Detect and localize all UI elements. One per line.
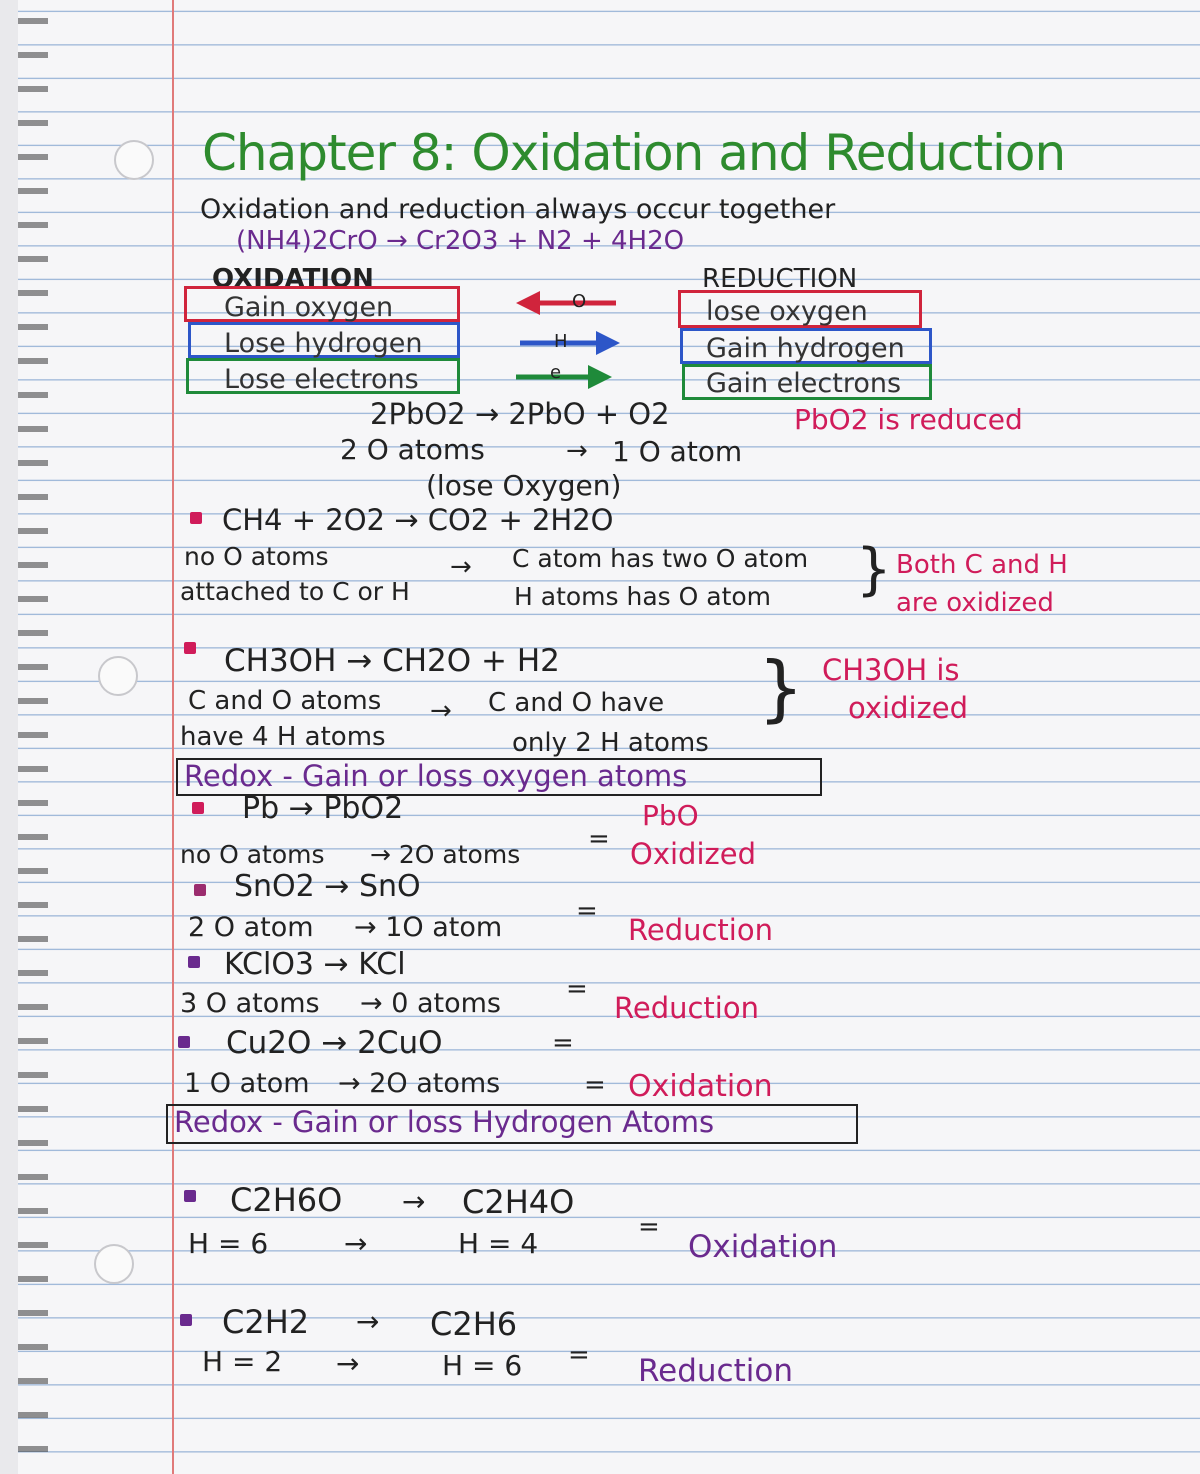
reduction-header: REDUCTION <box>702 264 858 294</box>
binder-hole <box>114 140 154 180</box>
oxygen-example-eq: Cu2O → 2CuO <box>226 1025 443 1061</box>
spiral-binding <box>18 0 48 1474</box>
bullet-icon <box>194 884 206 896</box>
intro-line: Oxidation and reduction always occur together <box>200 194 836 225</box>
bullet-icon <box>178 1036 190 1048</box>
redox-hydrogen-heading: Redox - Gain or loss Hydrogen Atoms <box>174 1105 715 1139</box>
oxygen-example-left: no O atoms <box>180 840 325 869</box>
oxygen-example-result: Reduction <box>628 913 773 947</box>
hydrogen-example-result: Oxidation <box>688 1229 838 1265</box>
oxygen-example-result: Reduction <box>614 991 759 1025</box>
pbo2-count-left: 2 O atoms <box>340 433 485 466</box>
equals-sign: = <box>568 1340 590 1370</box>
oxidation-header: OXIDATION <box>212 264 374 294</box>
oxygen-example-left: 2 O atom <box>188 912 314 943</box>
ch3oh-left1: C and O atoms <box>188 686 382 716</box>
arrow-label-e: e <box>550 362 562 383</box>
reduction-item: Gain electrons <box>706 368 902 399</box>
ch3oh-note2: oxidized <box>848 691 969 725</box>
oxygen-example-left: 1 O atom <box>184 1068 310 1099</box>
binder-hole <box>98 656 138 696</box>
arrow-icon: → <box>344 1227 368 1260</box>
arrow-icon: → <box>336 1347 360 1380</box>
pbo2-count-right: 1 O atom <box>612 435 743 468</box>
equals-sign: = <box>638 1212 660 1242</box>
equals-sign: = <box>552 1028 574 1058</box>
oxygen-example-alt: PbO <box>642 799 699 832</box>
oxygen-example-right: → 1O atom <box>354 912 503 943</box>
arrow-icon: → <box>566 436 588 466</box>
hydrogen-example-eq-right: C2H6 <box>430 1305 518 1343</box>
pbo2-paren: (lose Oxygen) <box>426 469 622 502</box>
notebook-page <box>18 0 1200 1474</box>
ch4-left1: no O atoms <box>184 542 329 571</box>
arrow-icon: → <box>356 1305 380 1338</box>
ch4-equation: CH4 + 2O2 → CO2 + 2H2O <box>222 503 614 537</box>
oxygen-example-result: Oxidized <box>630 837 756 871</box>
arrow-icon: → <box>402 1185 426 1218</box>
arrow-label-h: H <box>554 331 568 352</box>
bullet-icon <box>180 1314 192 1326</box>
hydrogen-example-right: H = 4 <box>458 1227 539 1260</box>
hydrogen-arrow-icon <box>520 328 620 358</box>
hydrogen-example-eq-left: C2H2 <box>222 1303 310 1341</box>
brace-icon: } <box>758 646 804 730</box>
ch4-note1: Both C and H <box>896 550 1068 580</box>
arrow-label-o: O <box>572 291 587 312</box>
oxygen-example-right: → 2O atoms <box>370 840 521 869</box>
bullet-icon <box>192 802 204 814</box>
oxygen-example-right: → 2O atoms <box>338 1068 501 1099</box>
hydrogen-example-eq-left: C2H6O <box>230 1181 343 1219</box>
arrow-icon: → <box>430 696 452 726</box>
ch3oh-left2: have 4 H atoms <box>180 722 386 752</box>
oxidation-item: Gain oxygen <box>224 292 394 323</box>
arrow-icon: → <box>450 552 472 582</box>
bullet-icon <box>184 1190 196 1202</box>
hydrogen-example-result: Reduction <box>638 1353 793 1389</box>
page-title: Chapter 8: Oxidation and Reduction <box>202 124 1066 182</box>
ch3oh-note1: CH3OH is <box>822 653 960 687</box>
oxygen-example-result: Oxidation <box>628 1069 773 1104</box>
ch4-left2: attached to C or H <box>180 577 410 606</box>
electron-arrow-icon <box>516 362 612 392</box>
oxygen-example-left: 3 O atoms <box>180 988 320 1019</box>
ch4-note2: are oxidized <box>896 588 1054 618</box>
reduction-item: lose oxygen <box>706 296 868 327</box>
equals-sign: = <box>584 1070 606 1100</box>
ch3oh-right1: C and O have <box>488 688 665 718</box>
brace-icon: } <box>856 537 892 602</box>
redox-oxygen-heading: Redox - Gain or loss oxygen atoms <box>184 759 688 793</box>
oxidation-item: Lose electrons <box>224 364 419 395</box>
pbo2-equation: 2PbO2 → 2PbO + O2 <box>370 397 670 431</box>
bullet-icon <box>190 512 202 524</box>
ch3oh-equation: CH3OH → CH2O + H2 <box>224 643 560 679</box>
hydrogen-example-eq-right: C2H4O <box>462 1183 575 1221</box>
bullet-icon <box>184 642 196 654</box>
oxygen-example-right: → 0 atoms <box>360 988 501 1019</box>
hydrogen-example-left: H = 6 <box>188 1227 269 1260</box>
example-equation: (NH4)2CrO → Cr2O3 + N2 + 4H2O <box>236 226 685 256</box>
equals-sign: = <box>588 824 610 854</box>
oxygen-example-eq: KClO3 → KCl <box>224 947 406 982</box>
pbo2-note: PbO2 is reduced <box>794 403 1023 436</box>
oxygen-example-eq: Pb → PbO2 <box>242 791 404 826</box>
bullet-icon <box>188 956 200 968</box>
binder-hole <box>94 1244 134 1284</box>
equals-sign: = <box>576 896 598 926</box>
oxygen-arrow-icon <box>516 288 620 318</box>
oxygen-example-eq: SnO2 → SnO <box>234 869 421 904</box>
ch4-right2: H atoms has O atom <box>514 582 772 611</box>
hydrogen-example-right: H = 6 <box>442 1349 523 1382</box>
reduction-item: Gain hydrogen <box>706 333 905 364</box>
ch4-right1: C atom has two O atom <box>512 544 809 573</box>
ch3oh-right2: only 2 H atoms <box>512 728 709 758</box>
oxidation-item: Lose hydrogen <box>224 328 423 359</box>
equals-sign: = <box>566 974 588 1004</box>
hydrogen-example-left: H = 2 <box>202 1345 283 1378</box>
